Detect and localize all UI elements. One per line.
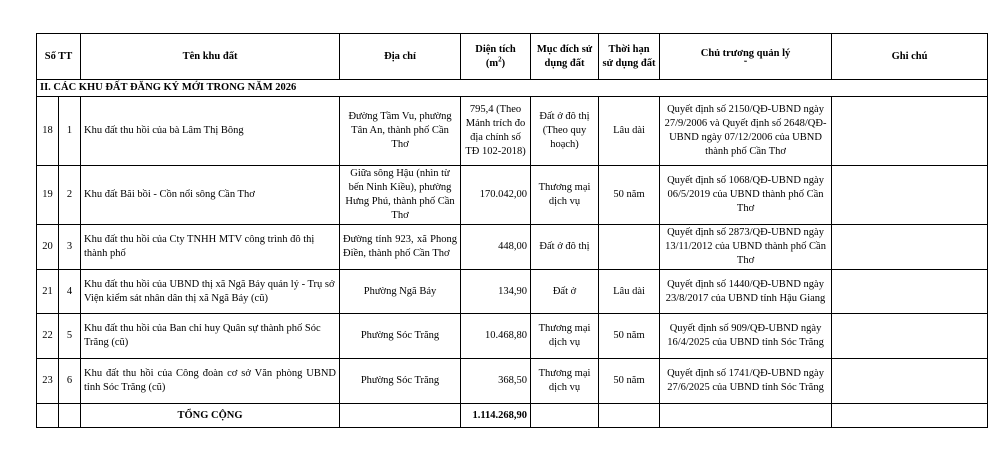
header-chu-truong-label: Chủ trương quản lý	[700, 47, 791, 59]
row-dia-chi: Phường Sóc Trăng	[340, 314, 461, 359]
row-sub: 4	[59, 270, 81, 314]
header-dien-tich-label: Diện tích	[475, 43, 516, 55]
row-ten: Khu đất thu hồi của Cty TNHH MTV công trình đô thị thành phố	[81, 225, 340, 270]
header-dien-tich-unit-base: (m	[485, 57, 499, 69]
row-ghi-chu	[832, 225, 988, 270]
total-row	[37, 404, 988, 428]
row-sub: 6	[59, 359, 81, 404]
row-ten: Khu đất thu hồi của Ban chỉ huy Quân sự thành phố Sóc Trăng (cũ)	[81, 314, 340, 359]
row-chu-truong: Quyết định số 2150/QĐ-UBND ngày 27/9/2006 và Quyết định số 2648/QĐ-UBND ngày 07/12/2006 của UBND thành phố Cần Thơ	[660, 97, 832, 166]
row-thoi-han: Lâu dài	[599, 270, 660, 314]
header-tick-mark: ˜	[744, 58, 748, 69]
total-value: 1.114.268,90	[461, 404, 531, 428]
row-stt: 20	[37, 225, 59, 270]
row-muc-dich: Đất ở đô thị (Theo quy hoạch)	[531, 97, 599, 166]
row-dien-tich: 795,4 (Theo Mảnh trích đo địa chính số TĐ 102-2018)	[461, 97, 531, 166]
row-ten: Khu đất thu hồi của Công đoàn cơ sở Văn phòng UBND tỉnh Sóc Trăng (cũ)	[81, 359, 340, 404]
total-ghi-chu-empty	[832, 404, 988, 428]
row-stt: 21	[37, 270, 59, 314]
row-muc-dich: Thương mại dịch vụ	[531, 314, 599, 359]
row-stt: 22	[37, 314, 59, 359]
row-dia-chi: Phường Ngã Bảy	[340, 270, 461, 314]
header-dien-tich-unit-sup: 2	[498, 55, 502, 63]
row-sub: 1	[59, 97, 81, 166]
section-title: II. CÁC KHU ĐẤT ĐĂNG KÝ MỚI TRONG NĂM 2026	[37, 80, 988, 97]
row-ten: Khu đất thu hồi của UBND thị xã Ngã Bảy quản lý - Trụ sở Viện kiểm sát nhân dân thị xã Ngã Bảy (cũ)	[81, 270, 340, 314]
row-muc-dich: Đất ở đô thị	[531, 225, 599, 270]
table-row	[37, 359, 988, 404]
row-dien-tich: 10.468,80	[461, 314, 531, 359]
row-thoi-han: 50 năm	[599, 166, 660, 225]
row-ghi-chu	[832, 166, 988, 225]
row-chu-truong: Quyết định số 1741/QĐ-UBND ngày 27/6/2025 của UBND tỉnh Sóc Trăng	[660, 359, 832, 404]
row-ghi-chu	[832, 359, 988, 404]
table-row	[37, 270, 988, 314]
total-chu-truong-empty	[660, 404, 832, 428]
row-chu-truong: Quyết định số 909/QĐ-UBND ngày 16/4/2025 của UBND tỉnh Sóc Trăng	[660, 314, 832, 359]
row-dien-tich: 368,50	[461, 359, 531, 404]
row-thoi-han	[599, 225, 660, 270]
row-ghi-chu	[832, 97, 988, 166]
row-ghi-chu	[832, 270, 988, 314]
header-dien-tich-unit-end: )	[501, 57, 506, 69]
row-muc-dich: Đất ở	[531, 270, 599, 314]
table-row	[37, 166, 988, 225]
row-chu-truong: Quyết định số 1440/QĐ-UBND ngày 23/8/2017 của UBND tỉnh Hậu Giang	[660, 270, 832, 314]
row-sub: 5	[59, 314, 81, 359]
row-chu-truong: Quyết định số 1068/QĐ-UBND ngày 06/5/2019 của UBND thành phố Cần Thơ	[660, 166, 832, 225]
table-row	[37, 97, 988, 166]
row-dia-chi: Đường tỉnh 923, xã Phong Điền, thành phố Cần Thơ	[340, 225, 461, 270]
total-stt-empty	[37, 404, 59, 428]
header-row	[37, 34, 988, 80]
row-dien-tich: 170.042,00	[461, 166, 531, 225]
row-dia-chi: Đường Tầm Vu, phường Tân An, thành phố Cần Thơ	[340, 97, 461, 166]
row-muc-dich: Thương mại dịch vụ	[531, 166, 599, 225]
row-stt: 23	[37, 359, 59, 404]
row-stt: 19	[37, 166, 59, 225]
total-muc-dich-empty	[531, 404, 599, 428]
row-muc-dich: Thương mại dịch vụ	[531, 359, 599, 404]
row-thoi-han: 50 năm	[599, 359, 660, 404]
total-thoi-han-empty	[599, 404, 660, 428]
row-dia-chi: Phường Sóc Trăng	[340, 359, 461, 404]
header-chu-truong	[660, 34, 832, 80]
table-row	[37, 225, 988, 270]
table-row	[37, 314, 988, 359]
row-ten: Khu đất thu hồi của bà Lâm Thị Bông	[81, 97, 340, 166]
row-sub: 2	[59, 166, 81, 225]
land-table	[36, 33, 988, 428]
row-dien-tich: 448,00	[461, 225, 531, 270]
header-dia-chi: Địa chỉ	[340, 34, 461, 80]
header-stt: Số TT	[37, 34, 81, 80]
row-stt: 18	[37, 97, 59, 166]
row-ten: Khu đất Bãi bồi - Cồn nổi sông Cần Thơ	[81, 166, 340, 225]
header-dien-tich	[461, 34, 531, 80]
row-thoi-han: Lâu dài	[599, 97, 660, 166]
row-dien-tich: 134,90	[461, 270, 531, 314]
total-dia-chi-empty	[340, 404, 461, 428]
row-chu-truong: Quyết định số 2873/QĐ-UBND ngày 13/11/2012 của UBND thành phố Cần Thơ	[660, 225, 832, 270]
section-row	[37, 80, 988, 97]
total-sub-empty	[59, 404, 81, 428]
header-muc-dich: Mục đích sử dụng đất	[531, 34, 599, 80]
row-ghi-chu	[832, 314, 988, 359]
row-dia-chi: Giữa sông Hậu (nhìn từ bến Ninh Kiều), phường Hưng Phú, thành phố Cần Thơ	[340, 166, 461, 225]
header-ten: Tên khu đất	[81, 34, 340, 80]
header-ghi-chu: Ghi chú	[832, 34, 988, 80]
row-thoi-han: 50 năm	[599, 314, 660, 359]
total-label: TỔNG CỘNG	[81, 404, 340, 428]
header-thoi-han: Thời hạn sử dụng đất	[599, 34, 660, 80]
row-sub: 3	[59, 225, 81, 270]
